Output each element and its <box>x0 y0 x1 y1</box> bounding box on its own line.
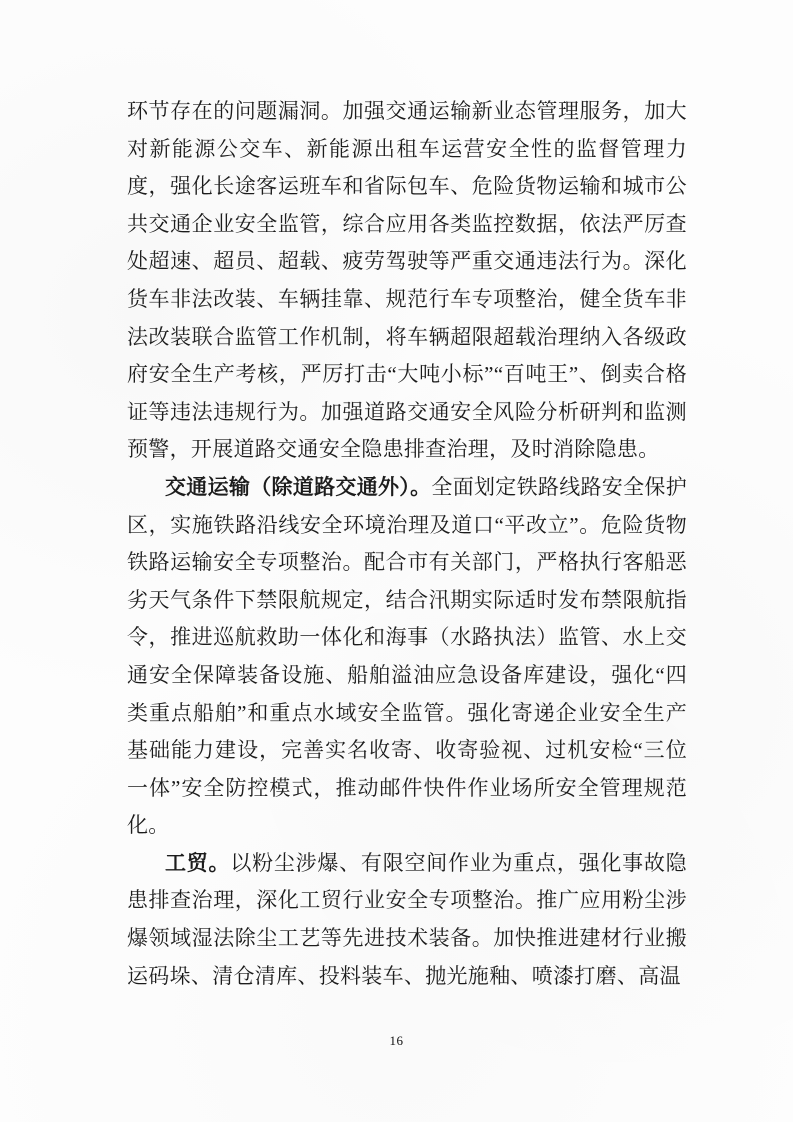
paragraph-text: 环节存在的问题漏洞。加强交通运输新业态管理服务，加大对新能源公交车、新能源出租车运营安全性的监督管理力度，强化长途客运班车和省际包车、危险货物运输和城市公共交通企业安全监管，综合应用各类监控数据，依法严厉查处超速、超员、超载、疲劳驾驶等严重交通违法行为。深化货车非法改装、车辆挂靠、规范行车专项整治，健全货车非法改装联合监管工作机制，将车辆超限超载治理纳入各级政府安全生产考核，严厉打击“大吨小标”“百吨王”、倒卖合格证等违法违规行为。加强道路交通安全风险分析研判和监测预警，开展道路交通安全隐患排查治理，及时消除隐患。 <box>127 99 687 462</box>
page-number: 16 <box>389 1033 404 1048</box>
paragraph-lead: 交通运输（除道路交通外）。 <box>165 474 432 499</box>
page-footer <box>0 1032 793 1050</box>
paragraph <box>127 469 687 845</box>
paragraph <box>127 93 687 469</box>
paragraph-text: 全面划定铁路线路安全保护区，实施铁路沿线安全环境治理及道口“平改立”。危险货物铁路运输安全专项整治。配合市有关部门，严格执行客船恶劣天气条件下禁限航规定，结合汛期实际适时发布禁限航指令，推进巡航救助一体化和海事（水路执法）监管、水上交通安全保障装备设施、船舶溢油应急设备库建设，强化“四类重点船舶”和重点水域安全监管。强化寄递企业安全生产基础能力建设，完善实名收寄、收寄验视、过机安检“三位一体”安全防控模式，推动邮件快件作业场所安全管理规范化。 <box>127 474 688 838</box>
paragraph <box>127 845 687 995</box>
paragraph-text: 以粉尘涉爆、有限空间作业为重点，强化事故隐患排查治理，深化工贸行业安全专项整治。推广应用粉尘涉爆领域湿法除尘工艺等先进技术装备。加快推进建材行业搬运码垛、清仓清库、投料装车、抛光施釉、喷漆打磨、高温 <box>127 850 687 988</box>
paragraph-lead: 工贸。 <box>165 850 231 875</box>
document-body <box>127 93 687 995</box>
